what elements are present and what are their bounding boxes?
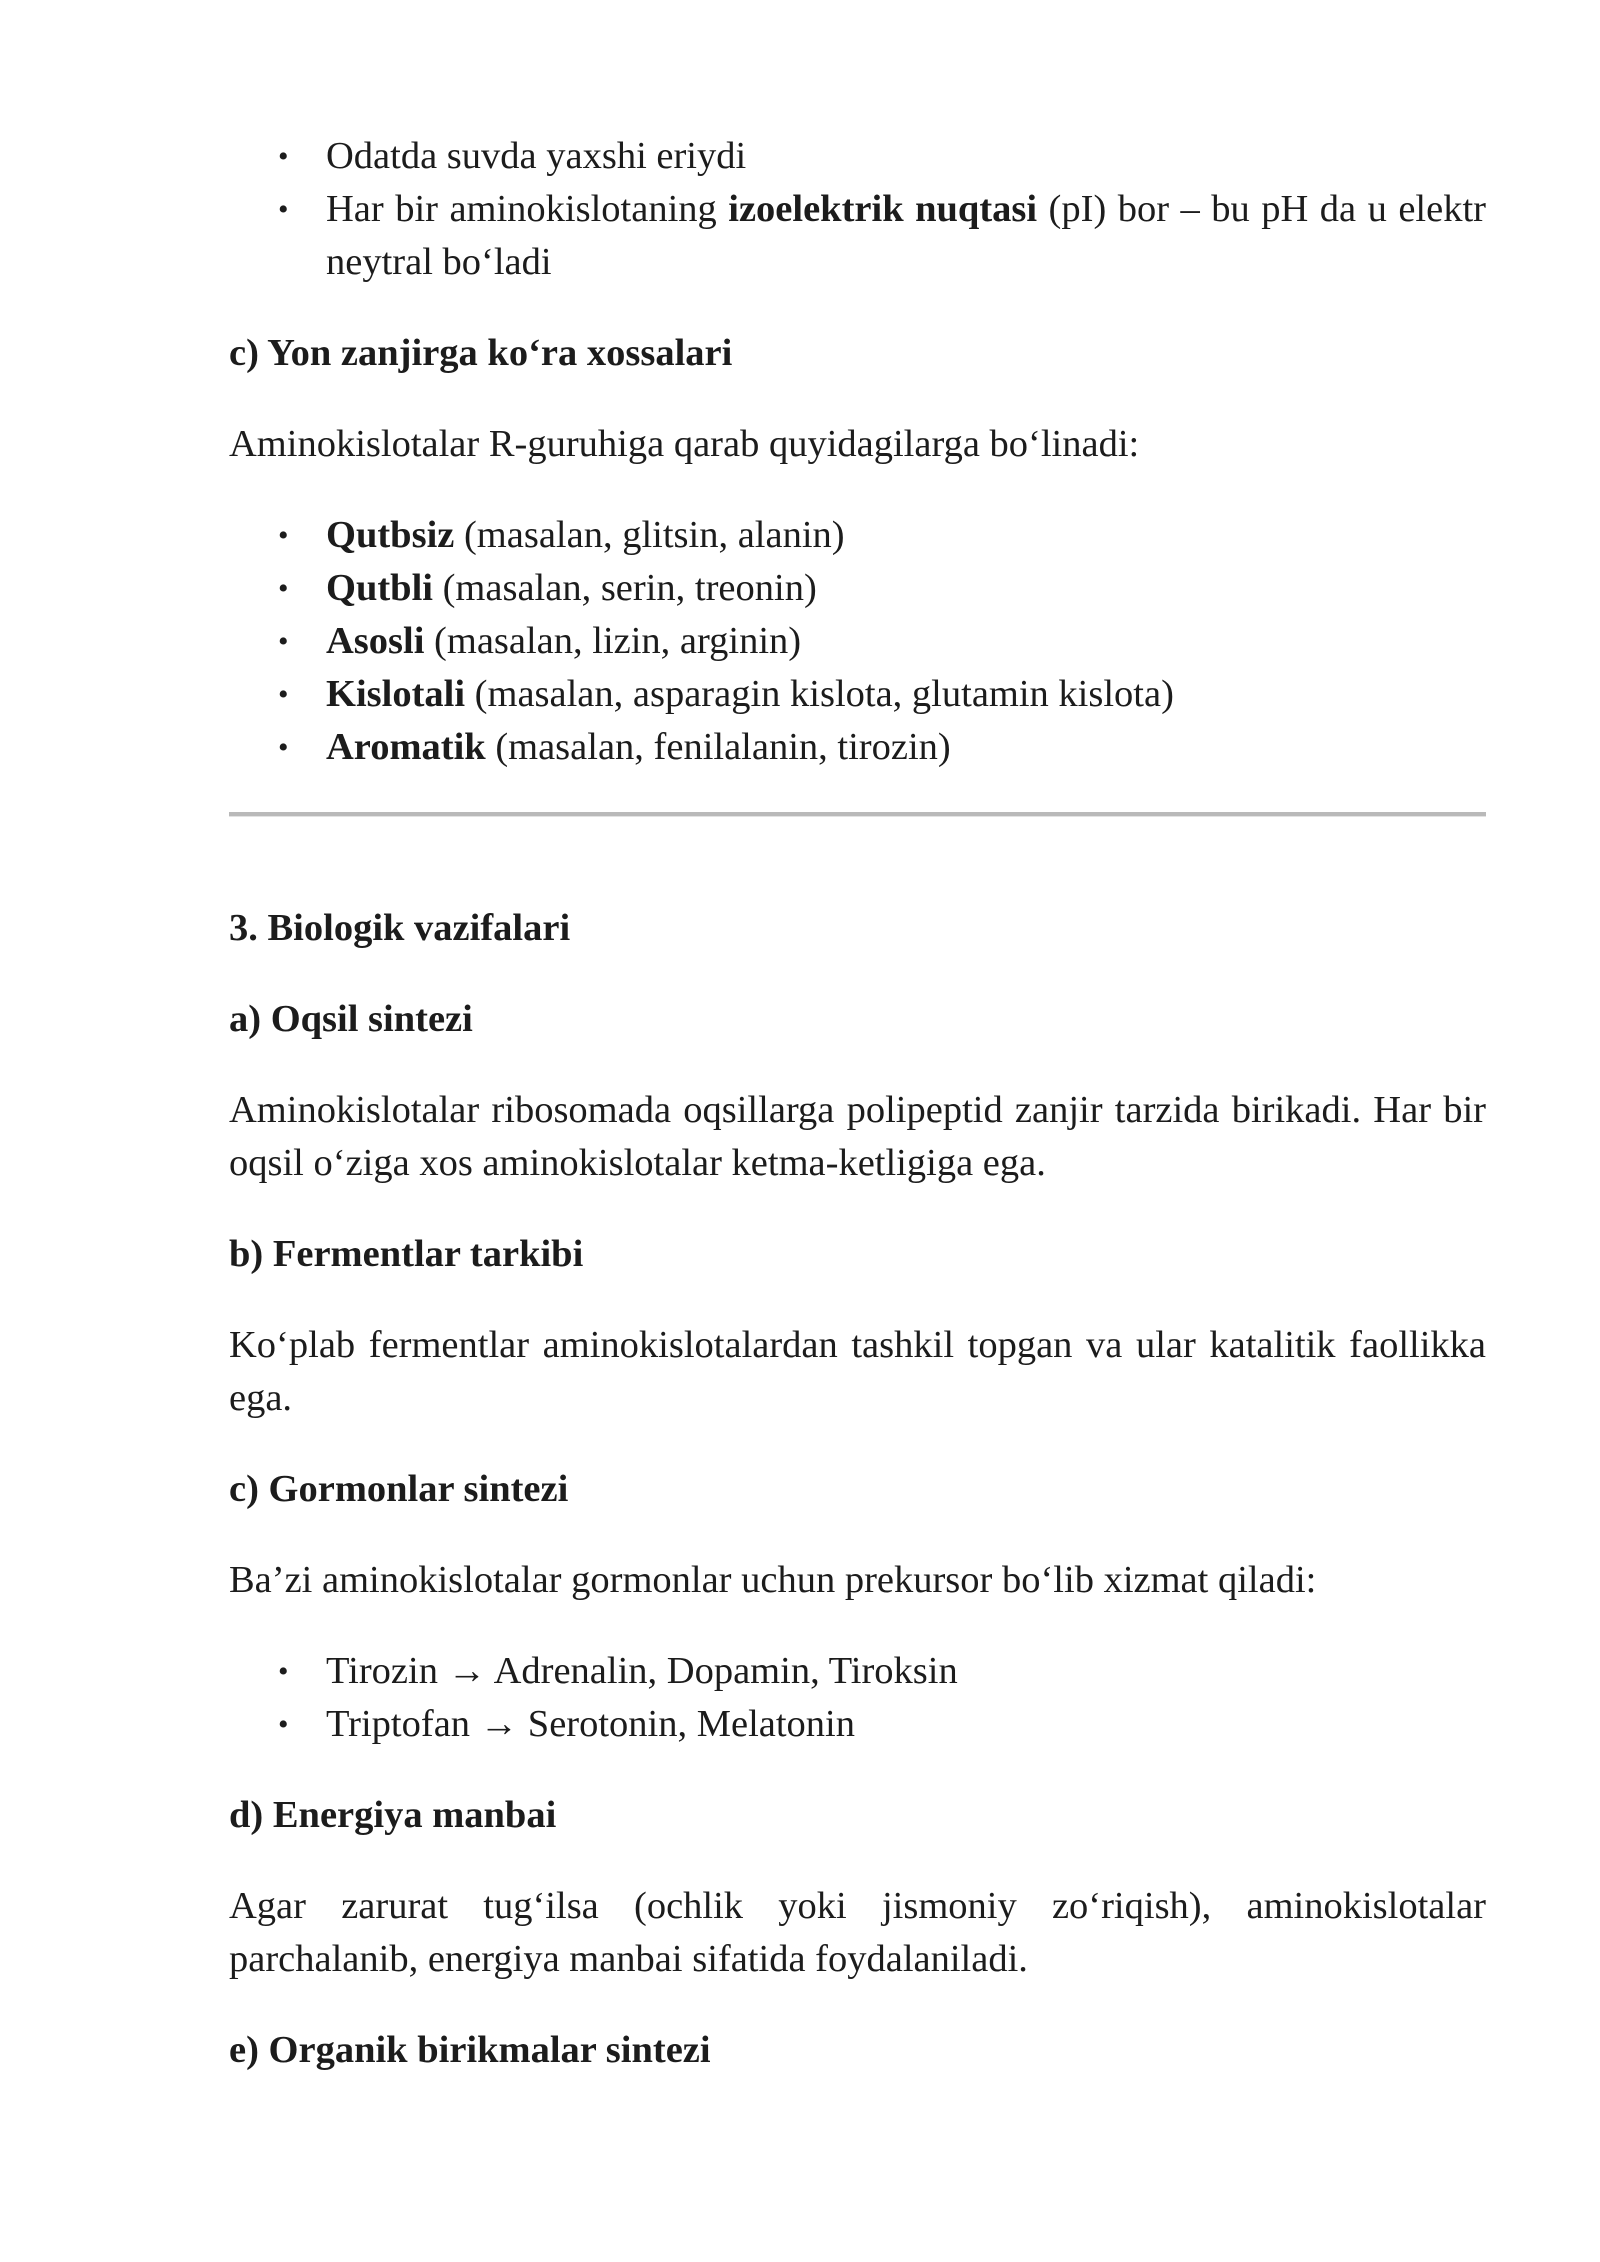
subsection-c-heading: c) Gormonlar sintezi	[229, 1468, 569, 1510]
list-item	[229, 509, 1486, 562]
list-item-bold-term: Asosli	[326, 620, 425, 662]
properties-list	[229, 130, 1486, 289]
list-item-text: Odatda suvda yaxshi eriydi	[326, 135, 747, 177]
list-item-text: (masalan, fenilalanin, tirozin)	[485, 726, 951, 768]
bullet: •	[278, 193, 289, 226]
list-item-bold-term: izoelektrik nuqtasi	[728, 188, 1038, 230]
subsection-d-heading: d) Energiya manbai	[229, 1794, 557, 1836]
bullet: •	[278, 1655, 289, 1688]
bullet: •	[278, 625, 289, 658]
subsection-c-text: Ba’zi aminokislotalar gormonlar uchun prekursor bo‘lib xizmat qiladi:	[229, 1559, 1317, 1601]
list-item-bold-term: Qutbli	[326, 567, 433, 609]
list-item	[229, 1645, 1486, 1698]
list-item	[229, 668, 1486, 721]
list-item-text-after: (pI) bor – bu pH da u elektr neytral bo‘ladi	[326, 188, 1486, 283]
section-c-heading: c) Yon zanjirga ko‘ra xossalari	[229, 332, 733, 374]
list-item	[229, 183, 1486, 289]
subsection-e-heading: e) Organik birikmalar sintezi	[229, 2029, 711, 2071]
list-item	[229, 721, 1486, 774]
bullet: •	[278, 731, 289, 764]
subsection-a-text: Aminokislotalar ribosomada oqsillarga polipeptid zanjir tarzida birikadi. Har bir oqsil o‘ziga xos aminokislotalar ketma-ketligiga ega.	[229, 1089, 1486, 1184]
list-item-text-before: Har bir aminokislotaning	[326, 188, 729, 230]
bullet: •	[278, 572, 289, 605]
section-c-intro: Aminokislotalar R-guruhiga qarab quyidagilarga bo‘linadi:	[229, 423, 1140, 465]
list-item	[229, 130, 1486, 183]
list-item-text: (masalan, glitsin, alanin)	[454, 514, 845, 556]
subsection-d-text: Agar zarurat tug‘ilsa (ochlik yoki jismoniy zo‘riqish), aminokislotalar parchalanib, energiya manbai sifatida foydalaniladi.	[229, 1885, 1486, 1980]
side-chain-list	[229, 509, 1486, 774]
section-3-heading: 3. Biologik vazifalari	[229, 907, 571, 949]
hormone-list	[229, 1645, 1486, 1751]
list-item-bold-term: Qutbsiz	[326, 514, 455, 556]
bullet: •	[278, 678, 289, 711]
list-item-bold-term: Kislotali	[326, 673, 466, 715]
list-item-bold-term: Aromatik	[326, 726, 486, 768]
list-item-text: Triptofan → Serotonin, Melatonin	[326, 1703, 855, 1745]
list-item-text: (masalan, lizin, arginin)	[424, 620, 802, 662]
list-item	[229, 615, 1486, 668]
subsection-a-heading: a) Oqsil sintezi	[229, 998, 473, 1040]
list-item	[229, 1698, 1486, 1751]
bullet: •	[278, 1708, 289, 1741]
subsection-b-text: Ko‘plab fermentlar aminokislotalardan tashkil topgan va ular katalitik faollikka ega.	[229, 1324, 1486, 1419]
list-item-text: (masalan, asparagin kislota, glutamin kislota)	[465, 673, 1174, 715]
bullet: •	[278, 140, 289, 173]
subsection-b-heading: b) Fermentlar tarkibi	[229, 1233, 584, 1275]
list-item-text: Tirozin → Adrenalin, Dopamin, Tiroksin	[326, 1650, 958, 1692]
list-item-text: (masalan, serin, treonin)	[432, 567, 817, 609]
bullet: •	[278, 519, 289, 552]
list-item	[229, 562, 1486, 615]
document-page	[229, 130, 1486, 2077]
